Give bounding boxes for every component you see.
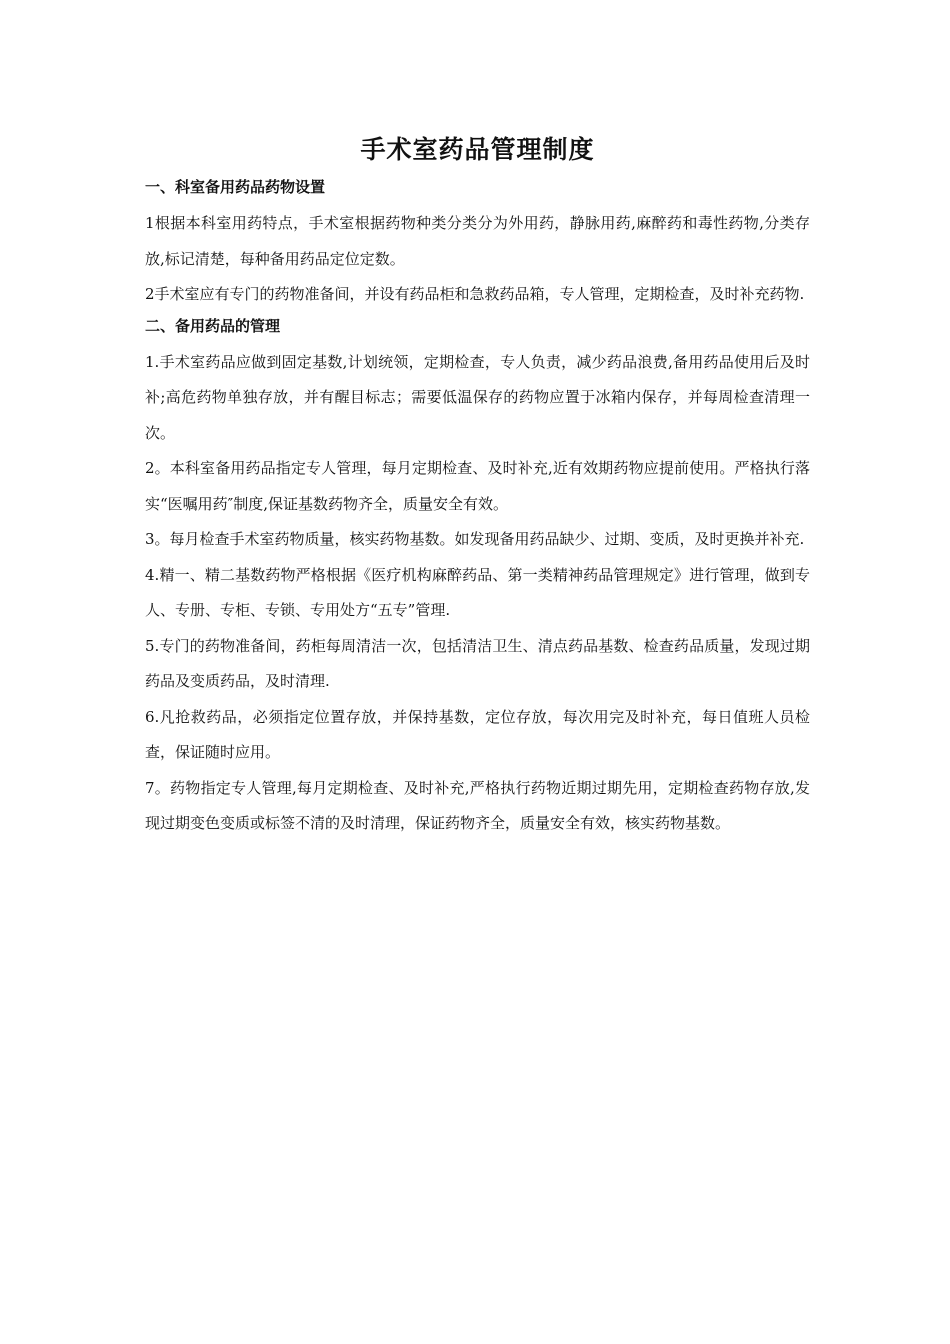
paragraph: 2手术室应有专门的药物准备间，并设有药品柜和急救药品箱，专人管理，定期检查，及时补充药物. (145, 285, 805, 303)
paragraph: 4.精一、精二基数药物严格根据《医疗机构麻醉药品、第一类精神药品管理规定》进行管理，做到专人、专册、专柜、专锁、专用处方“五专”管理. (145, 565, 810, 619)
document-body (145, 128, 810, 842)
section-drug-setup (145, 174, 810, 313)
section-heading: 一、科室备用药品药物设置 (145, 178, 326, 196)
document-title: 手术室药品管理制度 (360, 135, 595, 164)
paragraph: 7。药物指定专人管理,每月定期检查、及时补充,严格执行药物近期过期先用，定期检查药物存放,发现过期变色变质或标签不清的及时清理，保证药物齐全，质量安全有效，核实药物基数。 (145, 778, 810, 832)
paragraph: 5.专门的药物准备间，药柜每周清洁一次，包括清洁卫生、清点药品基数、检查药品质量，发现过期药品及变质药品，及时清理. (145, 636, 810, 690)
paragraph: 3。每月检查手术室药物质量，核实药物基数。如发现备用药品缺少、过期、变质，及时更换并补充. (145, 530, 805, 548)
paragraph: 1根据本科室用药特点，手术室根据药物种类分类分为外用药，静脉用药,麻醉药和毒性药物,分类存放,标记清楚，每种备用药品定位定数。 (145, 214, 810, 268)
section-heading: 二、备用药品的管理 (145, 316, 281, 335)
paragraph: 6.凡抢救药品，必须指定位置存放，并保持基数，定位存放，每次用完及时补充，每日值班人员检查，保证随时应用。 (145, 707, 810, 761)
paragraph: 1.手术室药品应做到固定基数,计划统领，定期检查，专人负责，减少药品浪费,备用药品使用后及时补;高危药物单独存放，并有醒目标志；需要低温保存的药物应置于冰箱内保存，并每周检查清理一次。 (145, 352, 810, 442)
section-drug-management (145, 313, 810, 842)
paragraph: 2。本科室备用药品指定专人管理，每月定期检查、及时补充,近有效期药物应提前使用。严格执行落实“医嘱用药″制度,保证基数药物齐全，质量安全有效。 (145, 459, 810, 513)
